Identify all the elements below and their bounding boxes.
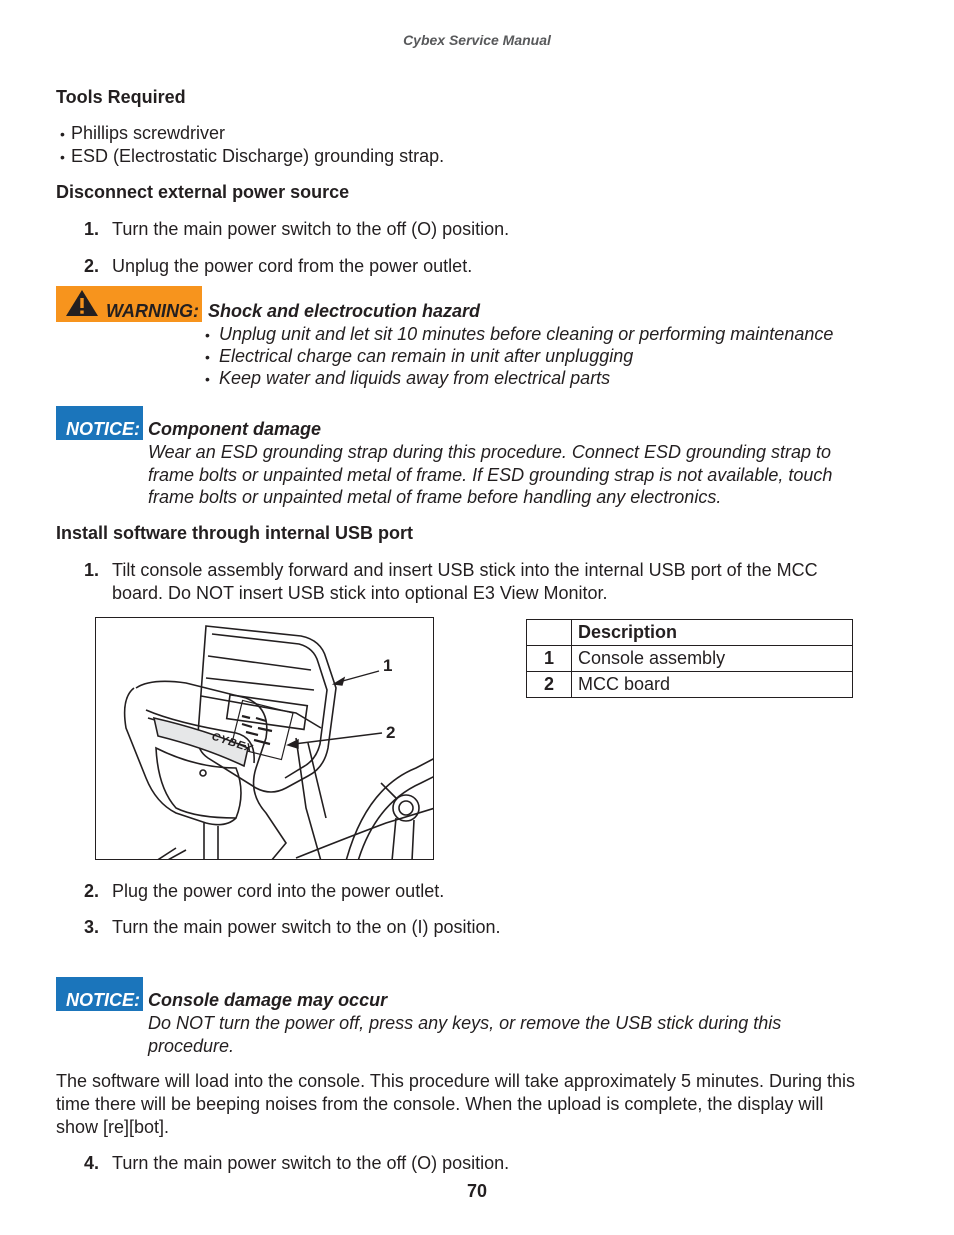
install-step-1-cont: board. Do NOT insert USB stick into optional E3 View Monitor. xyxy=(112,583,608,603)
notice-line: frame bolts or unpainted metal of frame before handling any electronics. xyxy=(148,487,722,507)
notice-label: NOTICE: xyxy=(66,419,140,439)
install-heading: Install software through internal USB port xyxy=(56,523,414,543)
tools-heading: Tools Required xyxy=(56,87,186,107)
paragraph-line: The software will load into the console. This procedure will take approximately 5 minutes. During this xyxy=(56,1071,856,1091)
table-header: Description xyxy=(572,620,853,646)
table-header-row xyxy=(527,620,853,646)
notice-label: NOTICE: xyxy=(66,990,140,1010)
install-step-3: 3. Turn the main power switch to the on (I) position. xyxy=(84,917,501,937)
paragraph-line: show [re][bot]. xyxy=(56,1117,170,1137)
table-cell-num: 2 xyxy=(527,672,572,698)
page-header: Cybex Service Manual xyxy=(403,32,551,48)
notice-title: Component damage xyxy=(148,419,322,439)
callout-1: 1 xyxy=(383,656,393,675)
cybex-logo: CYBEX xyxy=(210,730,255,756)
disconnect-heading: Disconnect external power source xyxy=(56,182,350,202)
tools-item: • Phillips screwdriver xyxy=(60,123,226,143)
page-number: 70 xyxy=(466,1181,488,1201)
description-table xyxy=(526,619,853,698)
warning-label: WARNING: xyxy=(106,301,199,321)
warning-item: • Keep water and liquids away from electrical parts xyxy=(205,368,611,388)
notice-line: frame bolts or unpainted metal of frame. If ESD grounding strap is not available, touch xyxy=(148,465,833,485)
notice-title: Console damage may occur xyxy=(148,990,388,1010)
table-row xyxy=(527,646,853,672)
final-step: 4. Turn the main power switch to the off (O) position. xyxy=(84,1153,510,1173)
disconnect-step-2: 2. Unplug the power cord from the power outlet. xyxy=(84,256,473,276)
warning-triangle-icon xyxy=(64,288,100,318)
tools-item: • ESD (Electrostatic Discharge) grounding strap. xyxy=(60,146,445,166)
install-step-1: 1. Tilt console assembly forward and insert USB stick into the internal USB port of the MCC xyxy=(84,560,818,580)
disconnect-step-1: 1. Turn the main power switch to the off (O) position. xyxy=(84,219,510,239)
install-step-2: 2. Plug the power cord into the power outlet. xyxy=(84,881,445,901)
table-row xyxy=(527,672,853,698)
table-cell xyxy=(527,620,572,646)
console-figure xyxy=(95,617,434,860)
table-cell-desc: MCC board xyxy=(572,672,853,698)
warning-title: Shock and electrocution hazard xyxy=(208,301,481,321)
notice-line: Do NOT turn the power off, press any keys, or remove the USB stick during this xyxy=(148,1013,782,1033)
callout-2: 2 xyxy=(386,723,396,742)
paragraph-line: time there will be beeping noises from the console. When the upload is complete, the display will xyxy=(56,1094,824,1114)
notice-line: procedure. xyxy=(148,1036,235,1056)
console-illustration xyxy=(96,618,434,860)
warning-item: • Electrical charge can remain in unit after unplugging xyxy=(205,346,634,366)
table-cell-num: 1 xyxy=(527,646,572,672)
notice-line: Wear an ESD grounding strap during this procedure. Connect ESD grounding strap to xyxy=(148,442,832,462)
table-cell-desc: Console assembly xyxy=(572,646,853,672)
warning-item: • Unplug unit and let sit 10 minutes before cleaning or performing maintenance xyxy=(205,324,834,344)
